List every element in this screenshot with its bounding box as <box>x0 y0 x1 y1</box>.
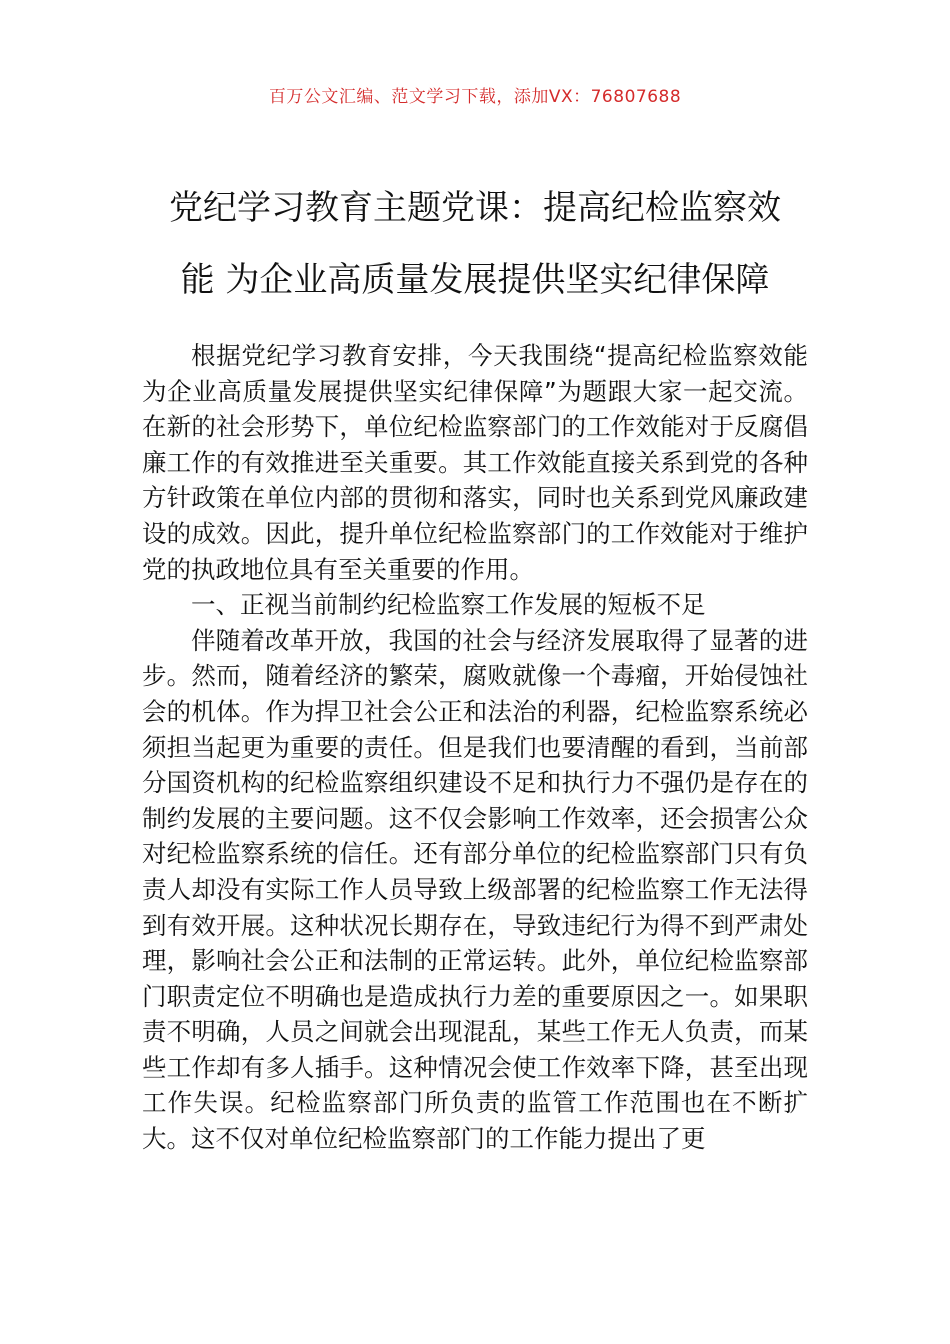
document-title <box>100 172 850 316</box>
section-heading-1: 一、正视当前制约纪检监察工作发展的短板不足 <box>191 590 706 620</box>
watermark-header: 百万公文汇编、范文学习下载，添加VX：76807688 <box>268 87 682 107</box>
title-line-2: 能 为企业高质量发展提供坚实纪律保障 <box>180 260 770 300</box>
title-line-1: 党纪学习教育主题党课：提高纪检监察效 <box>169 188 781 228</box>
paragraph-intro: 根据党纪学习教育安排，今天我围绕“提高纪检监察效能 为企业高质量发展提供坚实纪律保障”为题跟大家一起交流。在新的社会形势下，单位纪检监察部门的工作效能对于反腐倡廉工作的有效推进至关重要。其工作效能直接关系到党的各种方针政策在单位内部的贯彻和落实，同时也关系到党风廉政建设的成效。因此，提升单位纪检监察部门的工作效能对于维护党的执政地位具有至关重要的作用。 <box>142 341 808 584</box>
paragraph-section-1: 伴随着改革开放，我国的社会与经济发展取得了显著的进步。然而，随着经济的繁荣，腐败就像一个毒瘤，开始侵蚀社会的机体。作为捍卫社会公正和法治的利器，纪检监察系统必须担当起更为重要的责任。但是我们也要清醒的看到，当前部分国资机构的纪检监察组织建设不足和执行力不强仍是存在的制约发展的主要问题。这不仅会影响工作效率，还会损害公众对纪检监察系统的信任。还有部分单位的纪检监察部门只有负责人却没有实际工作人员导致上级部署的纪检监察工作无法得到有效开展。这种状况长期存在，导致违纪行为得不到严肃处理，影响社会公正和法制的正常运转。此外，单位纪检监察部门职责定位不明确也是造成执行力差的重要原因之一。如果职责不明确，人员之间就会出现混乱，某些工作无人负责，而某些工作却有多人插手。这种情况会使工作效率下降，甚至出现工作失误。纪检监察部门所负责的监管工作范围也在不断扩大。这不仅对单位纪检监察部门的工作能力提出了更 <box>142 625 808 1154</box>
document-body <box>142 338 808 1157</box>
